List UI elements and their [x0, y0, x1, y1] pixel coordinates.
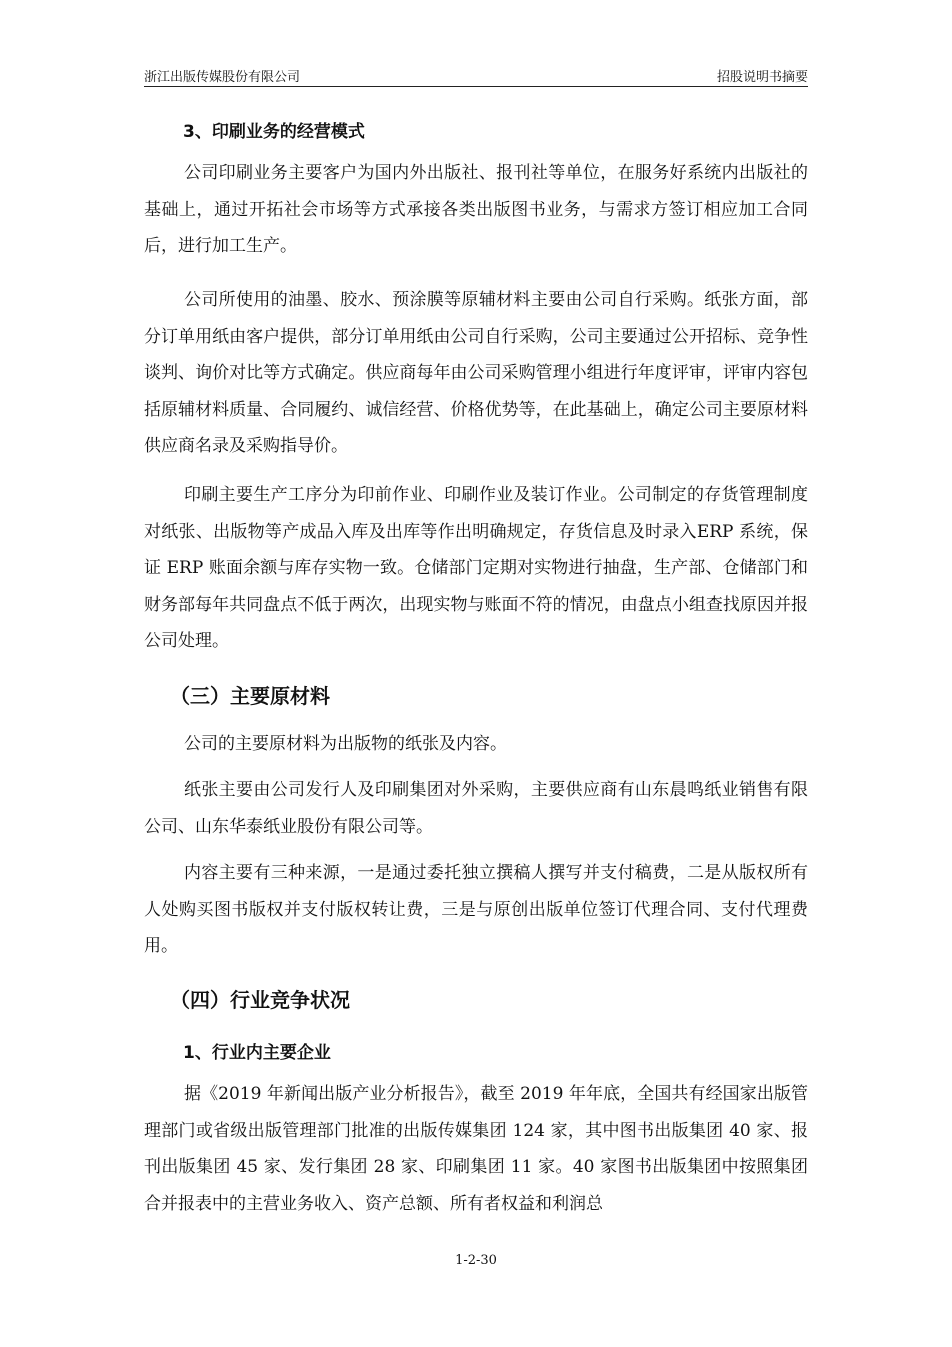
section-heading-competition: （四）行业竞争状况 [170, 988, 350, 1012]
header-document-title: 招股说明书摘要 [716, 70, 808, 85]
paragraph-printing-procurement: 公司所使用的油墨、胶水、预涂膜等原辅材料主要由公司自行采购。纸张方面，部分订单用纸由客户提供，部分订单用纸由公司自行采购，公司主要通过公开招标、竞争性谈判、询价对比等方式确定。供应商每年由公司采购管理小组进行年度评审，评审内容包括原辅材料质量、合同履约、诚信经营、价格优势等，在此基础上，确定公司主要原材料供应商名录及采购指导价。 [144, 290, 808, 456]
page-number: 1-2-30 [455, 1253, 497, 1268]
section-heading-raw-materials: （三）主要原材料 [170, 684, 330, 708]
paragraph-industry-report: 据《2019 年新闻出版产业分析报告》，截至 2019 年年底，全国共有经国家出版管理部门或省级出版管理部门批准的出版传媒集团 124 家，其中图书出版集团 40 家、报刊出版集团 45 家、发行集团 28 家、印刷集团 11 家。40 家图书出版集团中按照集团合并报表中的主营业务收入、资产总额、所有者权益和利润总 [144, 1084, 808, 1214]
paragraph-printing-customers: 公司印刷业务主要客户为国内外出版社、报刊社等单位，在服务好系统内出版社的基础上，通过开拓社会市场等方式承接各类出版图书业务，与需求方签订相应加工合同后，进行加工生产。 [144, 163, 808, 256]
section-heading-printing-mode: 3、印刷业务的经营模式 [183, 122, 365, 142]
header-company-name: 浙江出版传媒股份有限公司 [144, 70, 301, 85]
page-header [144, 64, 808, 87]
paragraph-content-sources: 内容主要有三种来源，一是通过委托独立撰稿人撰写并支付稿费，二是从版权所有人处购买图书版权并支付版权转让费，三是与原创出版单位签订代理合同、支付代理费用。 [144, 863, 808, 956]
paragraph-printing-inventory: 印刷主要生产工序分为印前作业、印刷作业及装订作业。公司制定的存货管理制度对纸张、出版物等产成品入库及出库等作出明确规定，存货信息及时录入ERP 系统，保证 ERP 账面余额与库存实物一致。仓储部门定期对实物进行抽盘，生产部、仓储部门和财务部每年共同盘点不低于两次，出现实物与账面不符的情况，由盘点小组查找原因并报公司处理。 [144, 485, 808, 651]
subsection-heading-major-enterprises: 1、行业内主要企业 [183, 1043, 331, 1063]
paragraph-raw-materials-intro: 公司的主要原材料为出版物的纸张及内容。 [184, 734, 507, 754]
paragraph-paper-suppliers: 纸张主要由公司发行人及印刷集团对外采购，主要供应商有山东晨鸣纸业销售有限公司、山东华泰纸业股份有限公司等。 [144, 780, 808, 837]
